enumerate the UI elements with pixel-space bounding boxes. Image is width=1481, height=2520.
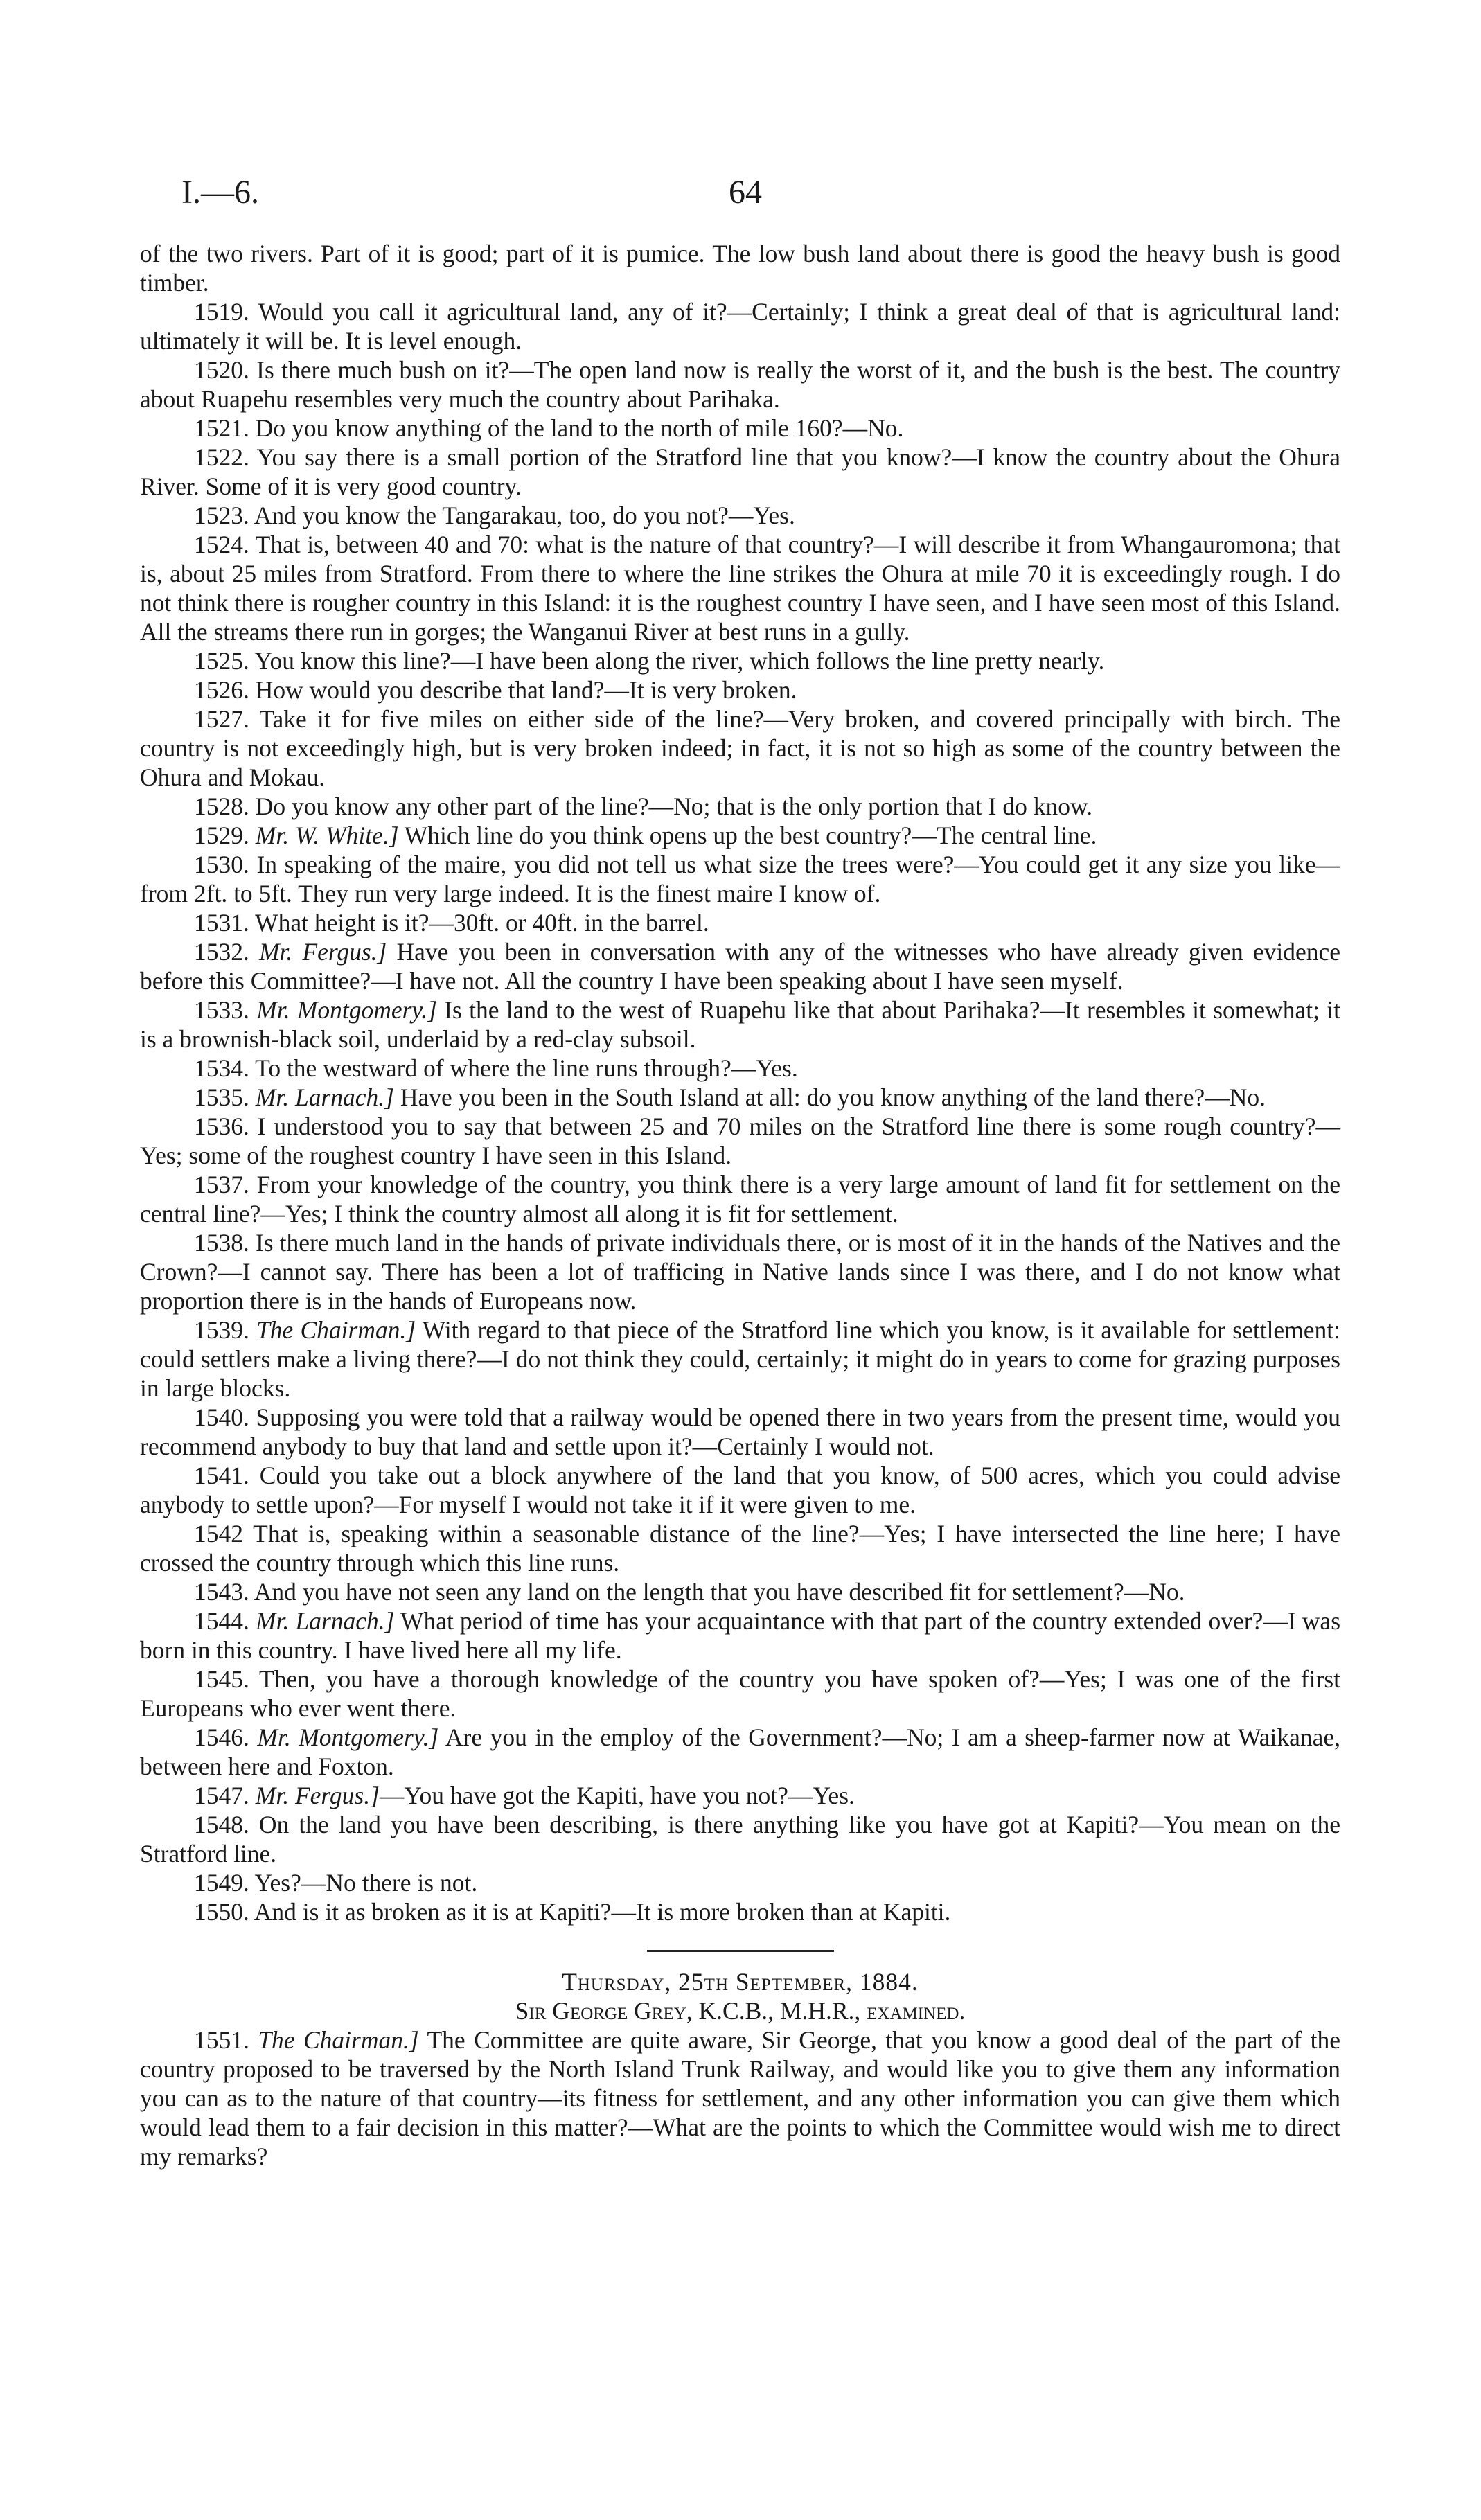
witness-heading: Sir George Grey, K.C.B., M.H.R., examined. [515, 1997, 966, 2025]
paragraph: 1534. To the westward of where the line runs through?—Yes. [194, 1054, 798, 1082]
paragraph: of the two rivers. Part of it is good; part of it is pumice. The low bush land about there is good the heavy bush is good timber. [140, 240, 1340, 296]
page-number: 64 [729, 174, 762, 211]
paragraph: 1549. Yes?—No there is not. [194, 1869, 478, 1897]
paragraph [140, 937, 1340, 995]
sitting-date: Thursday, 25th September, 1884. [562, 1968, 919, 1996]
paragraph: 1538. Is there much land in the hands of private individuals there, or is most of it in the hands of the Natives and the Crown?—I cannot say. There has been a lot of trafficing in Native lands since I was there, and I do not know what proportion there is in the hands of Europeans now. [140, 1229, 1340, 1315]
paragraph: 1536. I understood you to say that between 25 and 70 miles on the Stratford line there is some rough country?—Yes; some of the roughest country I have seen in this Island. [140, 1112, 1340, 1169]
paragraph: 1537. From your knowledge of the country, you think there is a very large amount of land fit for settlement on the central line?—Yes; I think the country almost all along it is fit for settlement. [140, 1171, 1340, 1227]
paragraph: 1543. And you have not seen any land on the length that you have described fit for settlement?—No. [194, 1578, 1185, 1606]
speaker-name: Mr. Fergus.] [258, 938, 387, 966]
paragraph: 1521. Do you know anything of the land to the north of mile 160?—No. [194, 414, 904, 442]
paragraph-text: —You have got the Kapiti, have you not?—Yes. [379, 1782, 855, 1809]
speaker-name: Mr. Larnach.] [256, 1607, 395, 1635]
paragraph-text: The Committee are quite aware, Sir George, that you know a good deal of the part of the country proposed to be traversed by the North Island Trunk Railway, and would like you to give them any information you can as to the nature of that country—its fitness for settlement, and any other information you can give them which would lead them to a fair decision in this matter?—What are the points to which the Committee would wish me to direct my remarks? [140, 2026, 1341, 2170]
paragraph-text: Which line do you think opens up the best country?—The central line. [404, 822, 1097, 849]
section-divider [647, 1950, 834, 1952]
paragraph: 1548. On the land you have been describing, is there anything like you have got at Kapiti?—You mean on the Stratford line. [140, 1811, 1340, 1867]
question-number: 1533. [194, 996, 249, 1024]
paragraph: 1550. And is it as broken as it is at Kapiti?—It is more broken than at Kapiti. [194, 1898, 951, 1926]
paragraph-text: Have you been in conversation with any of the witnesses who have already given evidence before this Committee?—I have not. All the country I have been speaking about I have seen myself. [140, 938, 1341, 995]
paragraph-text: Have you been in the South Island at all: do you know anything of the land there?—No. [400, 1083, 1266, 1111]
paragraph: 1520. Is there much bush on it?—The open land now is really the worst of it, and the bush is the best. The country about Ruapehu resembles very much the country about Parihaka. [140, 356, 1340, 413]
paragraph [140, 1083, 1340, 1112]
paragraph: 1526. How would you describe that land?—It is very broken. [194, 676, 797, 704]
paragraph: 1527. Take it for five miles on either side of the line?—Very broken, and covered principally with birch. The country is not exceedingly high, but is very broken indeed; in fact, it is not so high as some of the country between the Ohura and Mokau. [140, 705, 1340, 791]
question-number: 1546. [194, 1723, 249, 1751]
paragraph: 1542 That is, speaking within a seasonable distance of the line?—Yes; I have intersected the line here; I have crossed the country through which this line runs. [140, 1520, 1340, 1577]
paragraph: 1530. In speaking of the maire, you did not tell us what size the trees were?—You could get it any size you like—from 2ft. to 5ft. They run very large indeed. It is the finest maire I know of. [140, 851, 1340, 907]
paragraph [140, 821, 1340, 850]
question-number: 1539. [194, 1316, 249, 1344]
paragraph [140, 1723, 1340, 1781]
question-number: 1544. [194, 1607, 249, 1635]
paragraph: 1528. Do you know any other part of the line?—No; that is the only portion that I do know. [194, 792, 1093, 820]
paragraph [140, 995, 1340, 1054]
paragraph: 1519. Would you call it agricultural land, any of it?—Certainly; I think a great deal of that is agricultural land: ultimately it will be. It is level enough. [140, 298, 1340, 355]
paragraph-text: Is the land to the west of Ruapehu like that about Parihaka?—It resembles it somewhat; it is a brownish-black soil, underlaid by a red-clay subsoil. [140, 996, 1341, 1053]
paragraph-text: What period of time has your acquaintance with that part of the country extended over?—I was born in this country. I have lived here all my life. [140, 1607, 1341, 1664]
question-number: 1551. [194, 2026, 249, 2054]
paragraph: 1540. Supposing you were told that a railway would be opened there in two years from the present time, would you recommend anybody to buy that land and settle upon it?—Certainly I would not. [140, 1403, 1340, 1460]
speaker-name: Mr. Fergus.] [255, 1782, 380, 1809]
speaker-name: The Chairman.] [258, 2026, 419, 2054]
question-number: 1532. [194, 938, 249, 966]
speaker-name: Mr. Montgomery.] [257, 1723, 439, 1751]
speaker-name: Mr. Montgomery.] [256, 996, 437, 1024]
paragraph-text: Are you in the employ of the Government?—No; I am a sheep-farmer now at Waikanae, between here and Foxton. [140, 1723, 1341, 1780]
paragraph: 1541. Could you take out a block anywhere of the land that you know, of 500 acres, which you could advise anybody to settle upon?—For myself I would not take it if it were given to me. [140, 1462, 1340, 1518]
question-number: 1529. [194, 822, 249, 849]
paragraph: 1524. That is, between 40 and 70: what is the nature of that country?—I will describe it from Whangauromona; that is, about 25 miles from Stratford. From there to where the line strikes the Ohura at mile 70 it is exceedingly rough. I do not think there is rougher country in this Island: it is the roughest country I have seen, and I have seen most of this Island. All the streams there run in gorges; the Wanganui River at best runs in a gully. [140, 531, 1340, 646]
paragraph [140, 1315, 1340, 1403]
speaker-name: Mr. W. White.] [255, 822, 399, 849]
paragraph-text: With regard to that piece of the Stratford line which you know, is it available for settlement: could settlers make a living there?—I do not think they could, certainly; it might do in years to come for grazing purposes in large blocks. [140, 1316, 1341, 1402]
question-number: 1535. [194, 1083, 249, 1111]
paragraph: 1522. You say there is a small portion of the Stratford line that you know?—I know the country about the Ohura River. Some of it is very good country. [140, 443, 1340, 500]
paragraph [140, 1606, 1340, 1665]
paragraph [140, 2025, 1340, 2171]
speaker-name: Mr. Larnach.] [255, 1083, 394, 1111]
paragraph: 1545. Then, you have a thorough knowledge of the country you have spoken of?—Yes; I was one of the first Europeans who ever went there. [140, 1665, 1340, 1722]
speaker-name: The Chairman.] [256, 1316, 416, 1344]
running-header [181, 173, 1342, 215]
paragraph: 1531. What height is it?—30ft. or 40ft. in the barrel. [194, 909, 709, 937]
paragraph: 1523. And you know the Tangarakau, too, do you not?—Yes. [194, 502, 795, 529]
document-reference: I.—6. [181, 174, 259, 211]
question-number: 1547. [194, 1782, 249, 1809]
paragraph [140, 1781, 1340, 1810]
paragraph: 1525. You know this line?—I have been along the river, which follows the line pretty nearly. [194, 647, 1105, 675]
document-body [140, 239, 1340, 2171]
